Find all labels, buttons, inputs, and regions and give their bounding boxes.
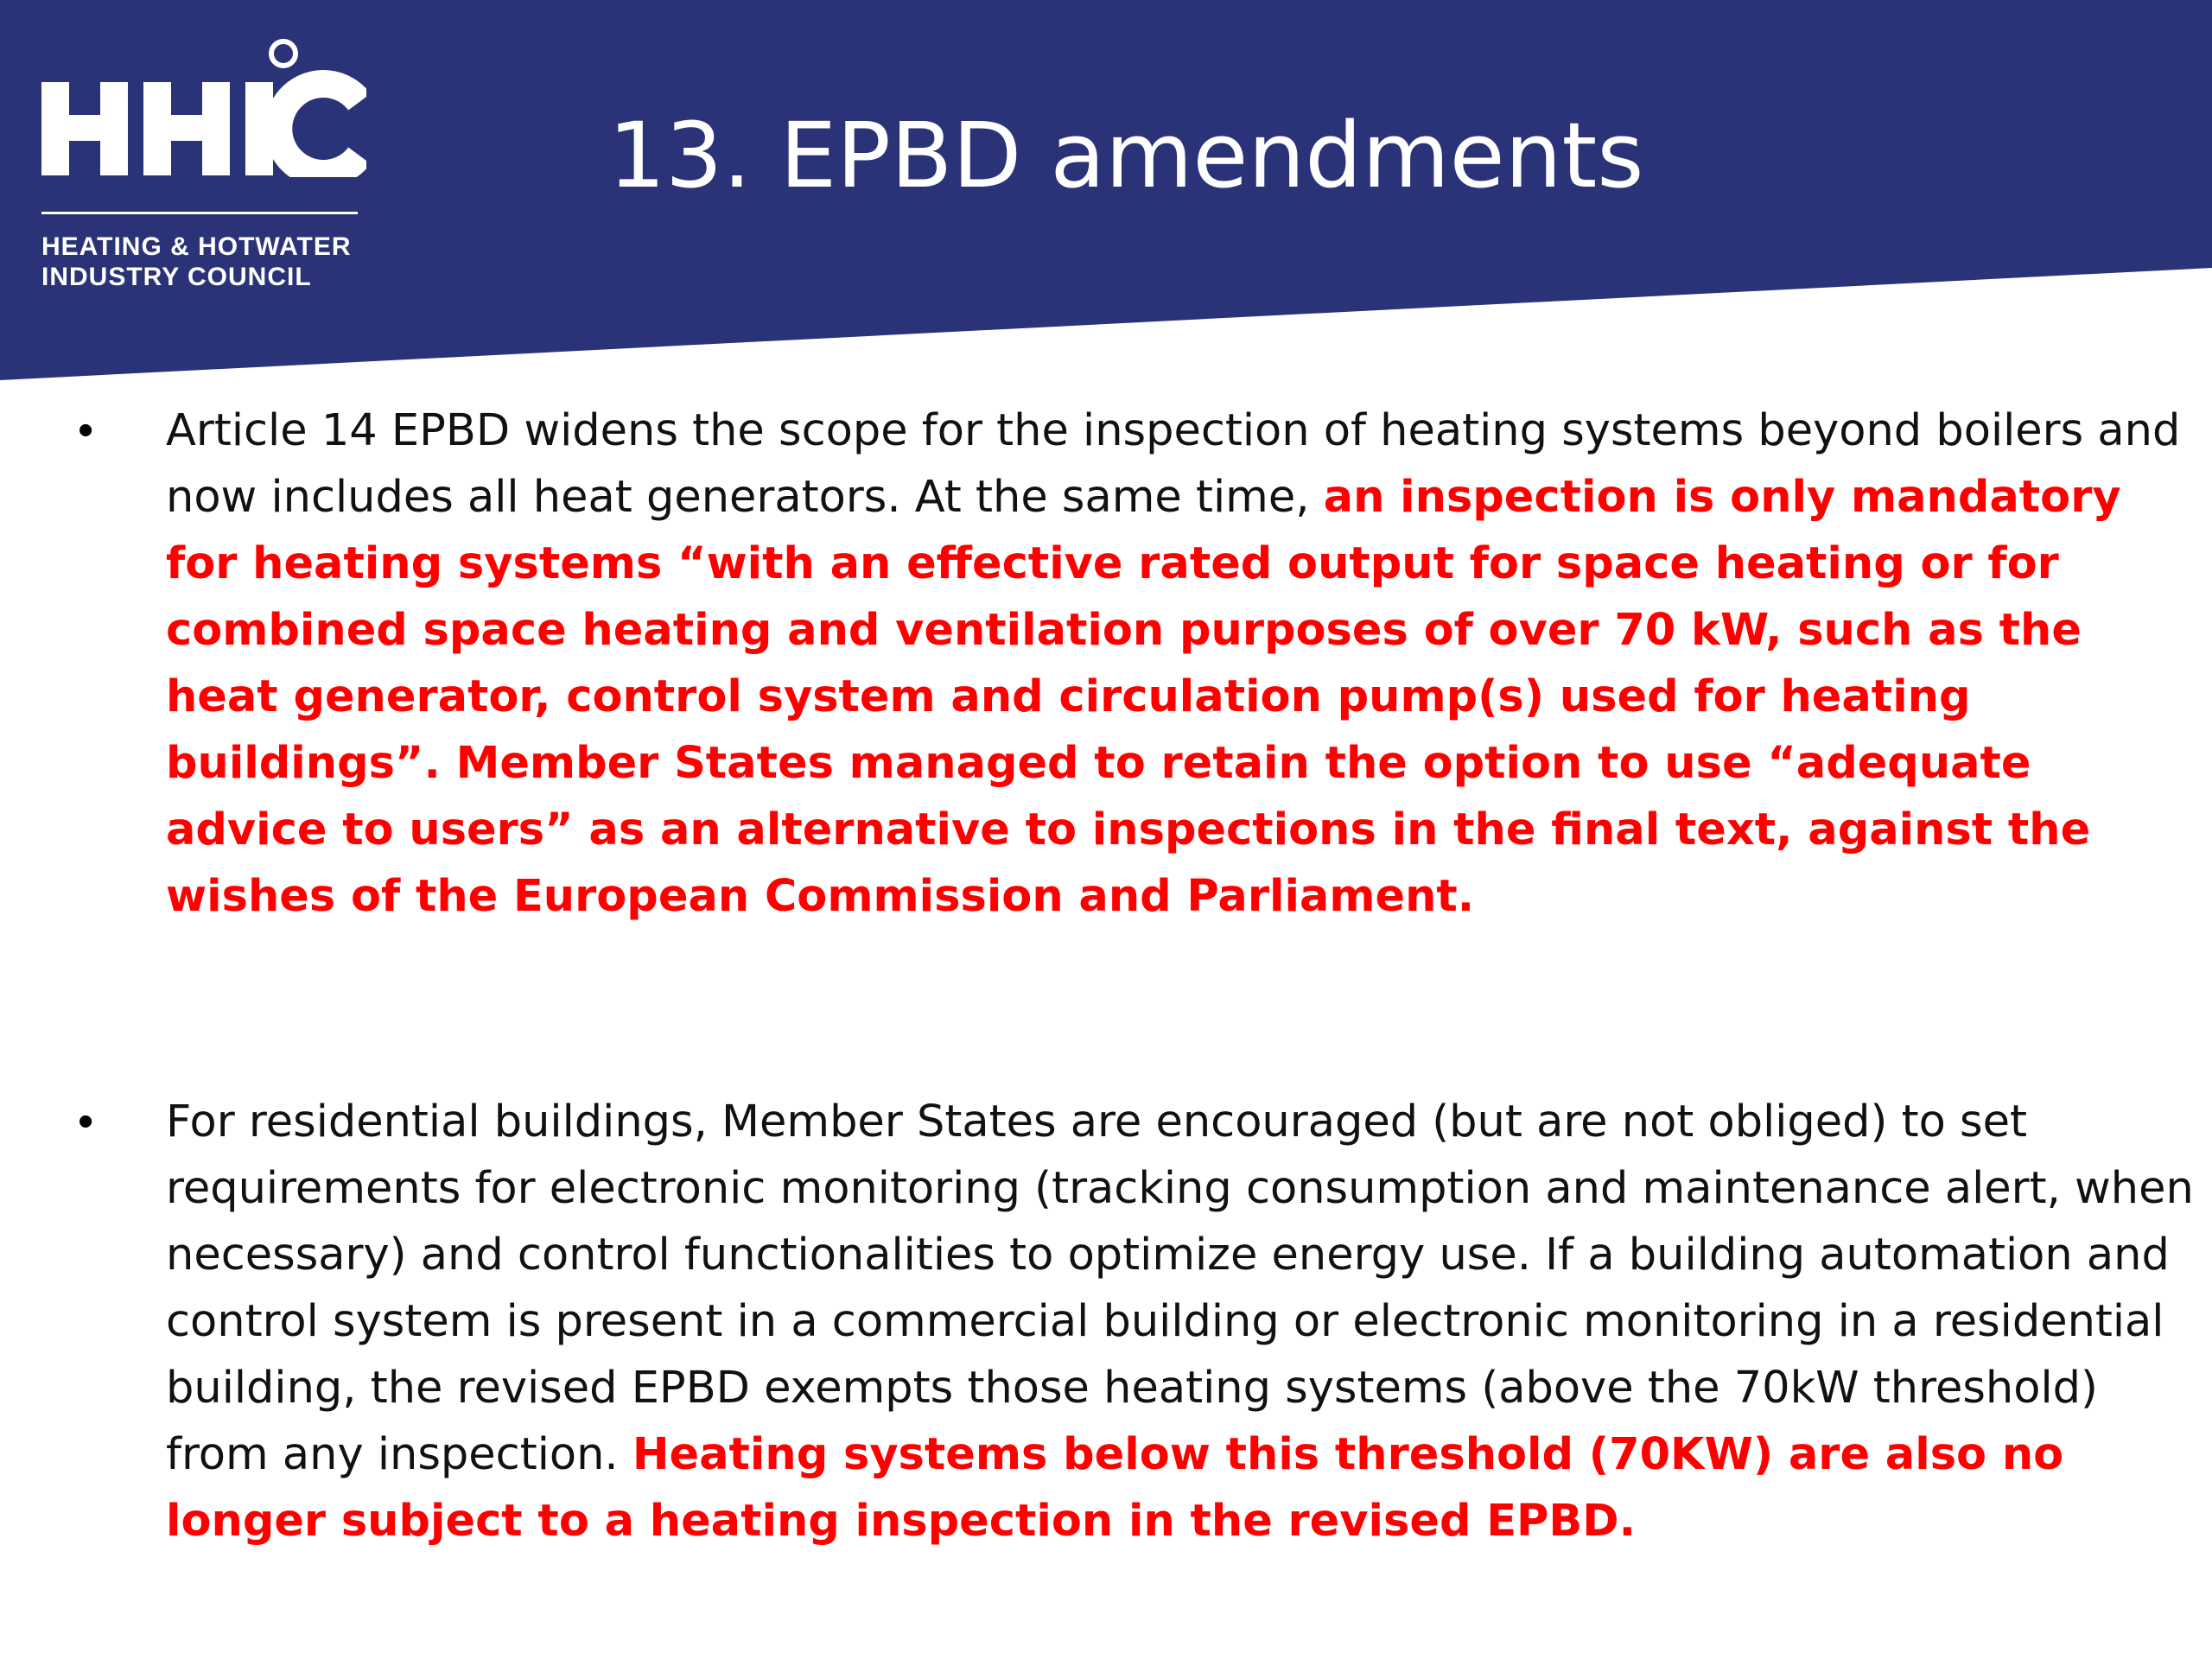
bullet-marker: •	[78, 1096, 94, 1147]
bullet-normal-text: Article 14 EPBD widens the scope for the inspection of heating systems beyond boilers and now includes all heat generators. At the same time,	[166, 405, 2181, 523]
logo-divider	[41, 212, 358, 214]
bullet-highlight-text: Heating systems below this threshold (70KW) are also no longer subject to a heating inspection in the revised EPBD.	[166, 1429, 2064, 1547]
logo-tagline	[41, 232, 352, 292]
slide-title: 13. EPBD amendments	[608, 103, 1644, 208]
hhic-logo	[38, 35, 366, 291]
bullet-highlight-text: an inspection is only mandatory for heating systems “with an effective rated output for space heating or for combined space heating and ventilation purposes of over 70 kW, such as the heat generator, control system and circulation pump(s) used for heating buildings”. Member States managed to retain the option to use “adequate advice to users” as an alternative to inspections in the final text, against the wishes of the European Commission and Parliament.	[166, 472, 2121, 922]
logo-tagline-line1: HEATING & HOTWATER	[41, 232, 352, 261]
bullet-text	[166, 1089, 2205, 1554]
logo-tagline-line2: INDUSTRY COUNCIL	[41, 263, 312, 291]
bullet-normal-text: For residential buildings, Member States are encouraged (but are not obliged) to set requirements for electronic monitoring (tracking consumption and maintenance alert, when necessary) and control functionalities to optimize energy use. If a building automation and control system is present in a commercial building or electronic monitoring in a residential building, the revised EPBD exempts those heating systems (above the 70kW threshold) from any inspection.	[166, 1096, 2194, 1480]
bullet-text	[166, 397, 2205, 930]
hhic-logo-mark	[38, 35, 366, 177]
bullet-marker: •	[78, 405, 94, 455]
